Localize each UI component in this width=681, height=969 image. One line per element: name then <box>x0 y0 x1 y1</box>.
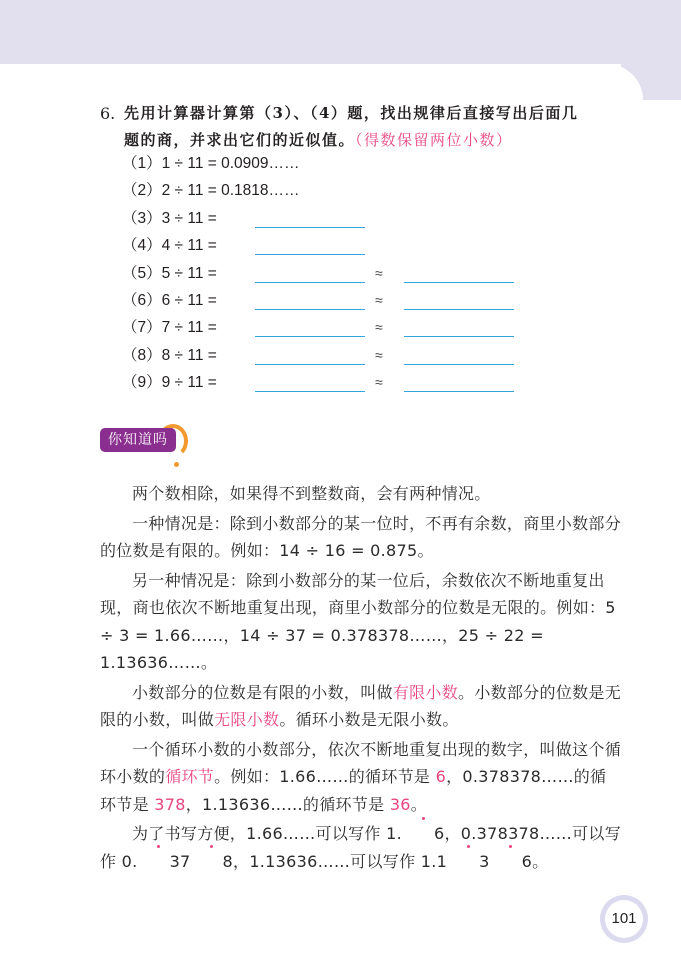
repeating-digit: 8 <box>191 848 233 876</box>
repeating-digit: 3 <box>447 848 489 876</box>
p5-text-e: 。 <box>410 794 428 814</box>
answer-blank-quotient[interactable] <box>255 309 365 310</box>
repetend-value-2: 378 <box>154 794 186 814</box>
approx-sign: ≈ <box>375 374 383 391</box>
p4-text-a: 小数部分的位数是有限的小数，叫做 <box>132 682 393 702</box>
item-expression: （9）9 ÷ 11 = <box>122 374 217 392</box>
header-band <box>0 0 681 64</box>
item-expression: （1）1 ÷ 11 = 0.0909…… <box>122 155 300 172</box>
approx-sign: ≈ <box>375 291 383 308</box>
item-expression: （3）3 ÷ 11 = <box>122 209 217 227</box>
p6-text-a: 为了书写方便，1.66……可以写作 1. <box>132 824 402 843</box>
page-number-badge <box>600 895 648 943</box>
p6-text-c: ，1.13636……可以写作 1.1 <box>233 851 448 871</box>
p5-text-a: 一个循环小数的小数部分，依次不断地重复出现的数字，叫做这个循环小数的 <box>100 739 622 786</box>
reading-p5 <box>100 736 622 819</box>
answer-blank-approx[interactable] <box>404 309 514 310</box>
repeating-digit: 3 <box>138 848 180 876</box>
p6-text-b: ，0.378378……可以写作 0. <box>100 824 622 871</box>
term-repetend: 循环节 <box>165 767 215 786</box>
item-expression: （6）6 ÷ 11 = <box>122 291 217 309</box>
badge-label: 你知道吗 <box>100 428 176 452</box>
item-expression: （5）5 ÷ 11 = <box>122 264 217 282</box>
reading-p1: 两个数相除，如果得不到整数商，会有两种情况。 <box>132 484 491 503</box>
question-mark-dot-icon <box>174 462 179 467</box>
page-number: 101 <box>611 910 637 927</box>
did-you-know-badge <box>100 426 190 466</box>
p4-text-c: 。循环小数是无限小数。 <box>279 710 459 729</box>
approx-sign: ≈ <box>375 264 383 281</box>
reading-p6 <box>100 820 622 875</box>
repetend-value-3: 36 <box>389 794 411 814</box>
approx-sign: ≈ <box>375 346 383 363</box>
term-infinite-decimal: 无限小数 <box>214 710 280 729</box>
answer-blank-quotient[interactable] <box>255 254 365 255</box>
p5-text-d: ，1.13636……的循环节是 <box>185 794 390 814</box>
item-expression: （8）8 ÷ 11 = <box>122 346 217 364</box>
approx-sign: ≈ <box>375 319 383 336</box>
answer-blank-quotient[interactable] <box>255 227 365 228</box>
p5-text-b: 。例如：1.66……的循环节是 <box>214 767 436 786</box>
answer-blank-approx[interactable] <box>404 336 514 337</box>
p5-text-c: ，0.378378……的循环节是 <box>100 767 607 814</box>
term-finite-decimal: 有限小数 <box>392 682 459 702</box>
answer-blank-approx[interactable] <box>404 364 514 365</box>
exercise-number: 6. <box>100 104 116 123</box>
item-expression: （7）7 ÷ 11 = <box>122 319 217 337</box>
answer-blank-quotient[interactable] <box>255 282 365 283</box>
reading-p4 <box>100 679 622 734</box>
exercise-instruction <box>100 100 630 154</box>
repeating-digit: 6 <box>402 820 444 848</box>
instruction-note: （得数保留两位小数） <box>355 131 513 149</box>
repeating-digit: 6 <box>490 848 532 876</box>
answer-blank-quotient[interactable] <box>255 364 365 365</box>
repetend-value-1: 6 <box>435 767 447 786</box>
p6-mid-digit: 7 <box>180 851 191 871</box>
p4-text-b: 。小数部分的位数是无限的小数，叫做 <box>100 682 622 729</box>
reading-p2: 一种情况是：除到小数部分的某一位时，不再有余数，商里小数部分的位数是有限的。例如：14 ÷ 16 = 0.875。 <box>100 513 622 560</box>
reading-p3: 另一种情况是：除到小数部分的某一位后，余数依次不断地重复出现，商也依次不断地重复出现，商里小数部分的位数是无限的。例如：5 ÷ 3 = 1.66……，14 ÷ 37 = 0.378378……，25 ÷ 22 = 1.13636……。 <box>100 570 616 672</box>
answer-blank-quotient[interactable] <box>255 391 365 392</box>
answer-blank-approx[interactable] <box>404 391 514 392</box>
answer-blank-approx[interactable] <box>404 282 514 283</box>
item-expression: （4）4 ÷ 11 = <box>122 237 217 255</box>
item-expression: （2）2 ÷ 11 = 0.1818…… <box>122 182 300 200</box>
answer-blank-quotient[interactable] <box>255 336 365 337</box>
instruction-line2: 题的商，并求出它们的近似值。 <box>124 131 356 149</box>
instruction-line1: 先用计算器计算第（3）、（4）题，找出规律后直接写出后面几 <box>124 104 579 122</box>
p6-text-e: 。 <box>532 851 549 871</box>
reading-section <box>100 480 622 877</box>
